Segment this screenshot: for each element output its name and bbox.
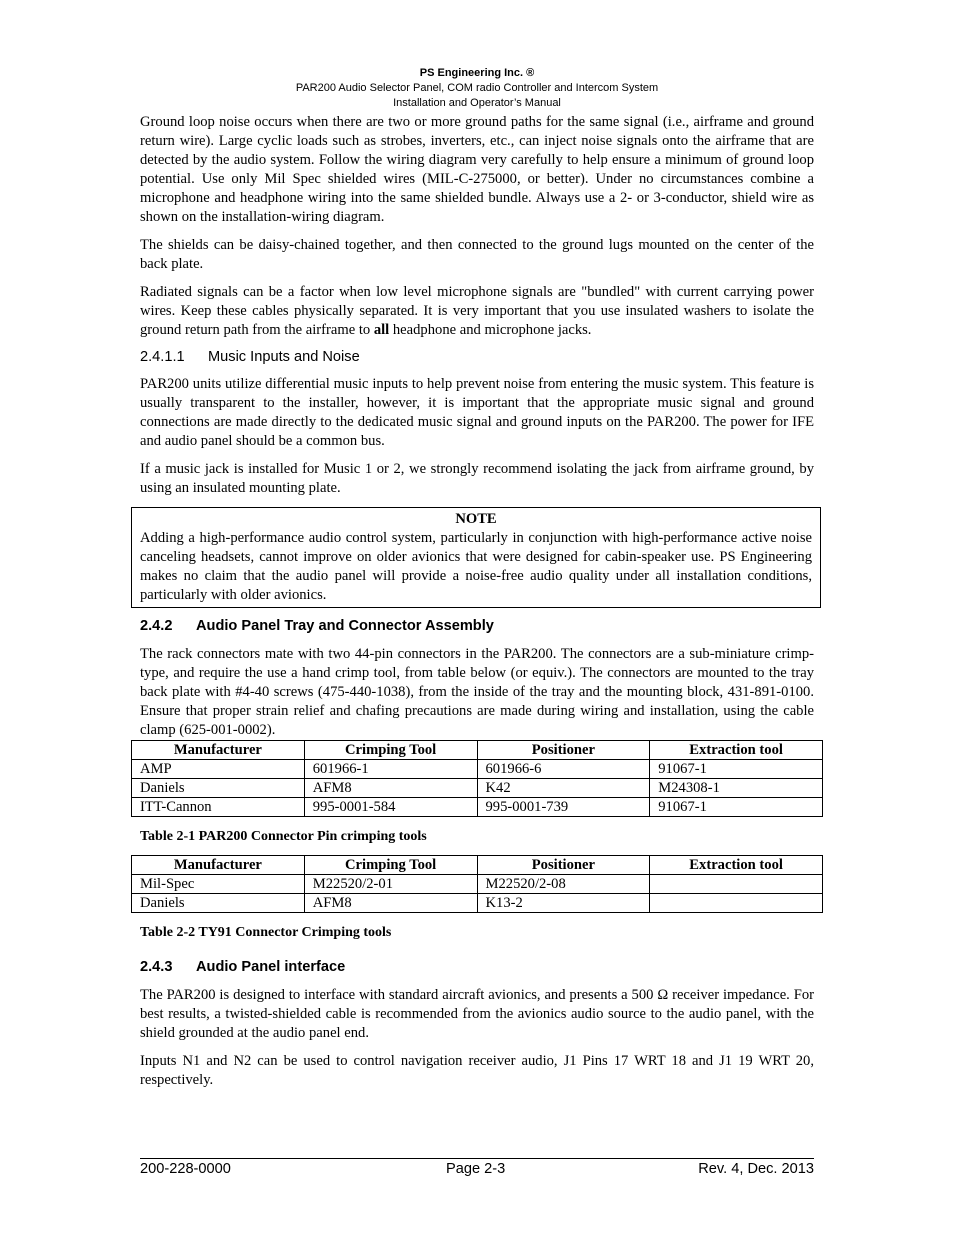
table-ty91-crimping-tools [131,855,823,913]
table-cell: AMP [132,760,305,779]
column-header: Positioner [477,741,650,760]
heading-2-4-1-1: 2.4.1.1 Music Inputs and Noise [140,349,360,365]
paragraph-music-inputs: PAR200 units utilize differential music inputs to help prevent noise from entering the music system. This feature is usually transparent to the installer, however, it is important that the appropriate music signal and ground connections are made directly to the dedicated music signal and ground inputs on the PAR200. The power for IFE and audio panel should be a common bus. [140,376,814,449]
paragraph-rack-connectors: The rack connectors mate with two 44-pin connectors in the PAR200. The connectors are a sub-miniature crimp-type, and require the use a hand crimp tool, from table below (or equiv.). The connectors are mounted to the tray back plate with #4-40 screws (475-440-1038), from the inside of the tray and the mounting block, 431-891-0100. Ensure that proper strain relief and chafing precautions are made during wiring and installation, using the cable clamp (625-001-0002). [140,646,814,738]
table-cell: 91067-1 [650,760,823,779]
table-cell: AFM8 [304,779,477,798]
page-footer [140,1158,814,1177]
paragraph-radiated-signals: Radiated signals can be a factor when low level microphone signals are "bundled" with current carrying power wires. Keep these cables physically separated. It is very important that you use insulated washers to isolate the ground return path from the airframe to all headphone and microphone jacks. [140,284,814,338]
table-row [132,894,823,913]
paragraph-audio-panel-interface: The PAR200 is designed to interface with standard aircraft avionics, and presents a 500 Ω receiver impedance. For best results, a twisted-shielded cable is recommended from the avionics audio source to the audio panel, with the shield grounded at the audio panel end. [140,987,814,1041]
heading-2-4-2: 2.4.2 Audio Panel Tray and Connector Assembly [140,618,494,634]
column-header: Extraction tool [650,741,823,760]
column-header: Extraction tool [650,856,823,875]
page-header [140,66,814,111]
table-cell: AFM8 [304,894,477,913]
table-row [132,760,823,779]
table-header-row [132,741,823,760]
table-cell: 601966-1 [304,760,477,779]
paragraph-ground-loop: Ground loop noise occurs when there are two or more ground paths for the same signal (i.e., airframe and ground return wire). Large cyclic loads such as strobes, inverters, etc., can inject noise signals onto the airframe that are detected by the audio system. Follow the wiring diagram very carefully to help ensure a minimum of ground loop potential. Use only Mil Spec shielded wires (MIL-C-275000, or better). Under no circumstances combine a microphone and headphone wiring into the same shielded bundle. Always use a 2- or 3-conductor, shield wire as shown on the installation-wiring diagram. [140,114,814,225]
footer-doc-number: 200-228-0000 [140,1161,231,1177]
table-row [132,875,823,894]
table-cell: M22520/2-08 [477,875,650,894]
table-caption: Table 2-1 PAR200 Connector Pin crimping tools [140,829,427,844]
table-cell: Daniels [132,779,305,798]
note-text: Adding a high-performance audio control system, particularly in conjunction with high-performance active noise canceling headsets, cannot improve on older avionics that were designed for cabin-speaker use. PS Engineering makes no claim that the audio panel will provide a noise-free audio quality under all installation conditions, particularly with older avionics. [140,530,812,603]
table-cell: ITT-Cannon [132,798,305,817]
paragraph-shields: The shields can be daisy-chained together, and then connected to the ground lugs mounted on the center of the back plate. [140,237,814,272]
table-par200-crimping-tools [131,740,823,817]
table-cell: 995-0001-739 [477,798,650,817]
paragraph-nav-inputs: Inputs N1 and N2 can be used to control navigation receiver audio, J1 Pins 17 WRT 18 and J1 19 WRT 20, respectively. [140,1053,814,1088]
table-row [132,779,823,798]
table-cell: K13-2 [477,894,650,913]
header-manual: Installation and Operator’s Manual [393,97,561,109]
footer-revision: Rev. 4, Dec. 2013 [698,1161,814,1177]
table-cell [650,894,823,913]
note-box [131,507,821,608]
page-body [140,113,814,1090]
column-header: Crimping Tool [304,741,477,760]
column-header: Crimping Tool [304,856,477,875]
header-product: PAR200 Audio Selector Panel, COM radio Controller and Intercom System [295,82,659,94]
header-company: PS Engineering Inc. ® [419,67,535,79]
table-cell: 995-0001-584 [304,798,477,817]
table-row [132,798,823,817]
table-caption: Table 2-2 TY91 Connector Crimping tools [140,925,392,940]
column-header: Positioner [477,856,650,875]
note-title: NOTE [455,511,497,527]
table-cell: Daniels [132,894,305,913]
heading-2-4-3: 2.4.3 Audio Panel interface [140,959,346,975]
column-header: Manufacturer [132,856,305,875]
table-cell: M22520/2-01 [304,875,477,894]
paragraph-music-jack: If a music jack is installed for Music 1 or 2, we strongly recommend isolating the jack from airframe ground, by using an insulated mounting plate. [140,461,814,496]
table-cell: 601966-6 [477,760,650,779]
table-cell: Mil-Spec [132,875,305,894]
table-header-row [132,856,823,875]
column-header: Manufacturer [132,741,305,760]
table-cell: M24308-1 [650,779,823,798]
footer-page-number: Page 2-3 [446,1161,506,1177]
table-cell: 91067-1 [650,798,823,817]
table-cell: K42 [477,779,650,798]
table-cell [650,875,823,894]
